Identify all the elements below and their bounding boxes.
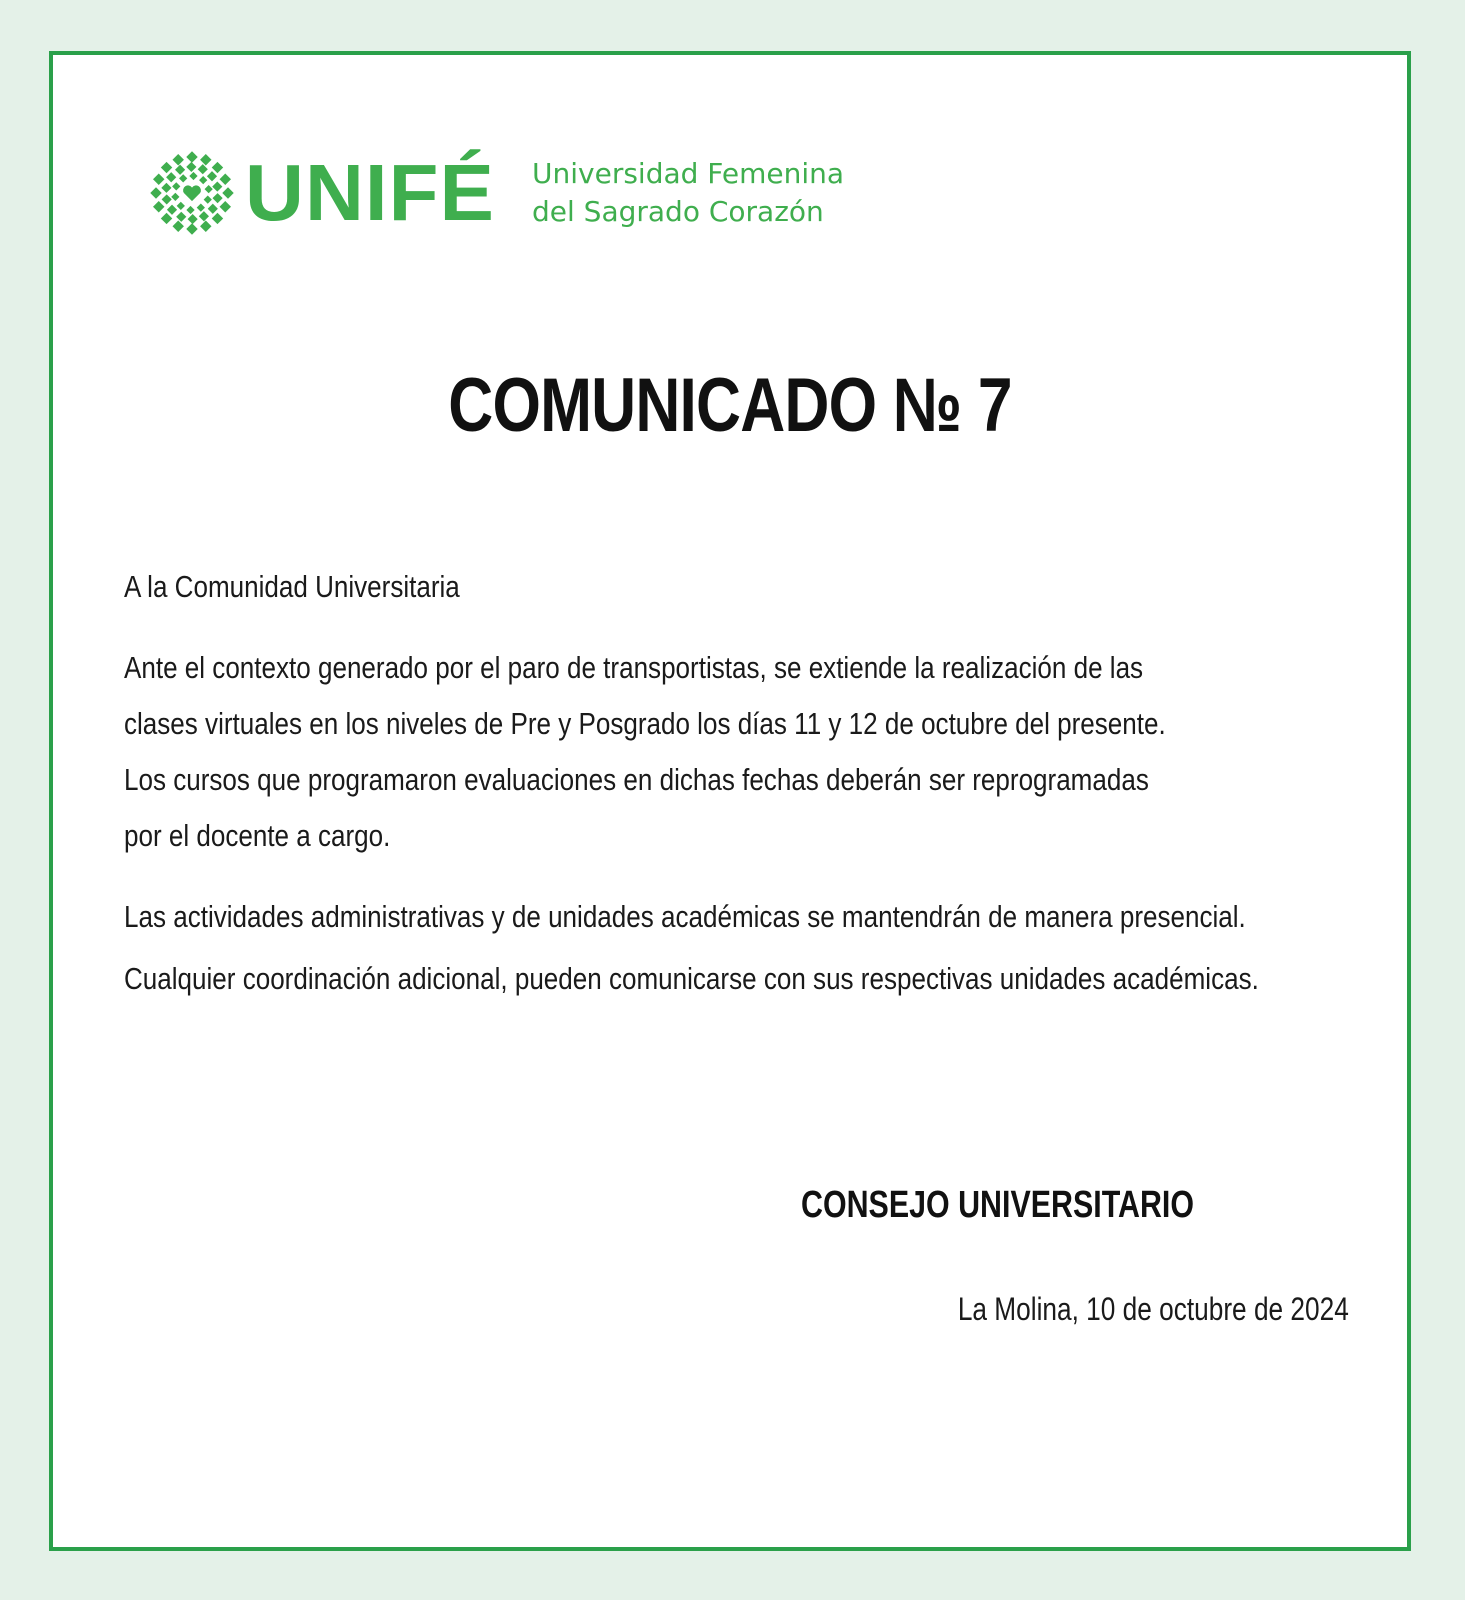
paragraph-1 [124, 640, 1191, 864]
paragraph-2-line: Cualquier coordinación adicional, pueden comunicarse con sus respectivas unidades académicas. [124, 961, 1259, 996]
greeting: A la Comunidad Universitaria [124, 569, 460, 604]
paragraph-2-line: Las actividades administrativas y de unidades académicas se mantendrán de manera presencial. [124, 899, 1246, 934]
paragraph-1-line: clases virtuales en los niveles de Pre y Posgrado los días 11 y 12 de octubre del presente. [124, 706, 1166, 741]
flower-emblem-icon [147, 148, 237, 238]
logo-wordmark: UNIFÉ [245, 148, 495, 237]
page-title: COMUNICADO № 7 [448, 363, 1012, 448]
paragraph-1-line: Los cursos que programaron evaluaciones en dichas fechas deberán ser reprogramadas [124, 762, 1149, 797]
logo-subtitle-line-2: del Sagrado Corazón [532, 195, 824, 228]
date-line: La Molina, 10 de octubre de 2024 [958, 1291, 1349, 1327]
university-logo [147, 143, 844, 243]
paragraph-1-line: Ante el contexto generado por el paro de transportistas, se extiende la realización de las [124, 650, 1144, 685]
paragraph-1-line: por el docente a cargo. [124, 818, 391, 853]
document-frame [49, 51, 1411, 1551]
paragraph-2 [124, 886, 1259, 1010]
signature: CONSEJO UNIVERSITARIO [801, 1184, 1195, 1226]
logo-subtitle-line-1: Universidad Femenina [532, 157, 845, 190]
logo-subtitle [532, 155, 844, 231]
